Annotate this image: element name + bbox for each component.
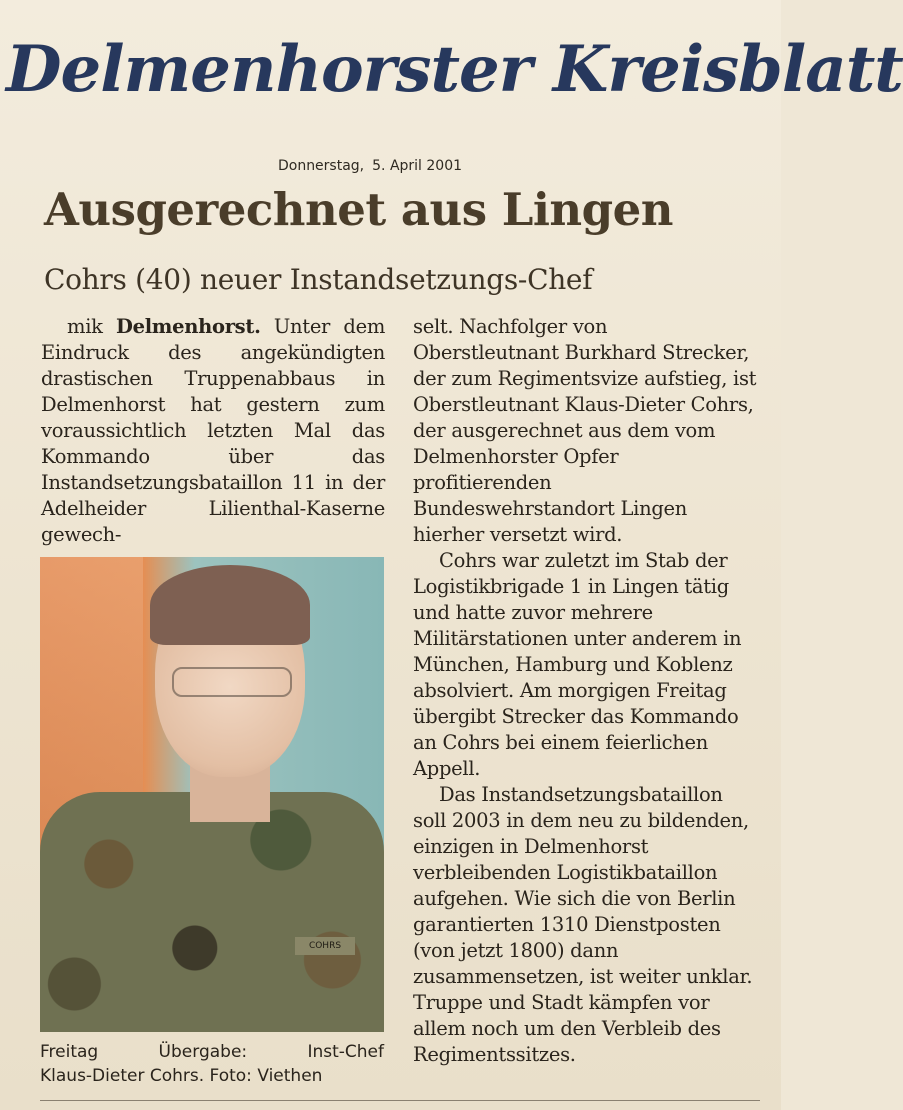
photo-caption [40,1040,384,1088]
paragraph-3: Das Instandsetzungsbataillon soll 2003 in dem neu zu bildenden, einzigen in Delmenhorst verbleibenden Logistikbataillon aufgehen. Wie sich die von Berlin garantierten 1310 Dienstposten (von jetzt 1800) dann zusammensetzen, ist weiter unklar. Truppe und Stadt kämpfen vor allem noch um den Verbleib des Regimentssitzes. [413,783,753,1066]
article-column-left [41,314,385,548]
paragraph-2: Cohrs war zuletzt im Stab der Logistikbrigade 1 in Lingen tätig und hatte zuvor mehrere Militärstationen unter anderem in München, Hamburg und Koblenz absolviert. Am morgigen Freitag übergibt Strecker das Kommando an Cohrs bei einem feierlichen Appell. [413,549,742,780]
dateline-date: 5. April 2001 [372,158,463,174]
author-initials: mik [67,315,103,338]
lead-paragraph [41,314,385,548]
portrait-photo [40,557,384,1027]
photo-hair [150,565,310,645]
article-column-right [413,314,757,1068]
caption-line-1: Freitag Übergabe: Inst-Chef [40,1042,384,1062]
name-tape: COHRS [295,937,355,955]
dateline-city: Delmenhorst. [115,315,261,338]
paragraph-1: selt. Nachfolger von Oberstleutnant Burkhard Strecker, der zum Regimentsvize aufstieg, ist Oberstleutnant Klaus-Dieter Cohrs, der ausgerechnet aus dem vom Delmenhorster Opfer profitierenden Bundeswehrstandort Lingen hierher versetzt wird. [413,315,757,546]
caption-line-2: Klaus-Dieter Cohrs. Foto: Viethen [40,1066,323,1086]
dateline-weekday: Donnerstag, [277,158,365,174]
photo-glasses [172,667,292,697]
headline: Ausgerechnet aus Lingen [44,183,673,236]
bottom-rule [40,1100,760,1101]
subheadline: Cohrs (40) neuer Instandsetzungs-Chef [44,263,593,296]
lead-text: Unter dem Eindruck des angekündigten drastischen Truppenabbaus in Delmenhorst hat gestern zum voraussichtlich letzten Mal das Kommando über das Instandsetzungsbataillon 11 in der Adelheider Lilienthal-Kaserne gewech- [41,315,386,546]
camouflage-uniform [40,792,384,1032]
masthead: Delmenhorster Kreisblatt [6,32,903,107]
dateline [0,158,740,174]
